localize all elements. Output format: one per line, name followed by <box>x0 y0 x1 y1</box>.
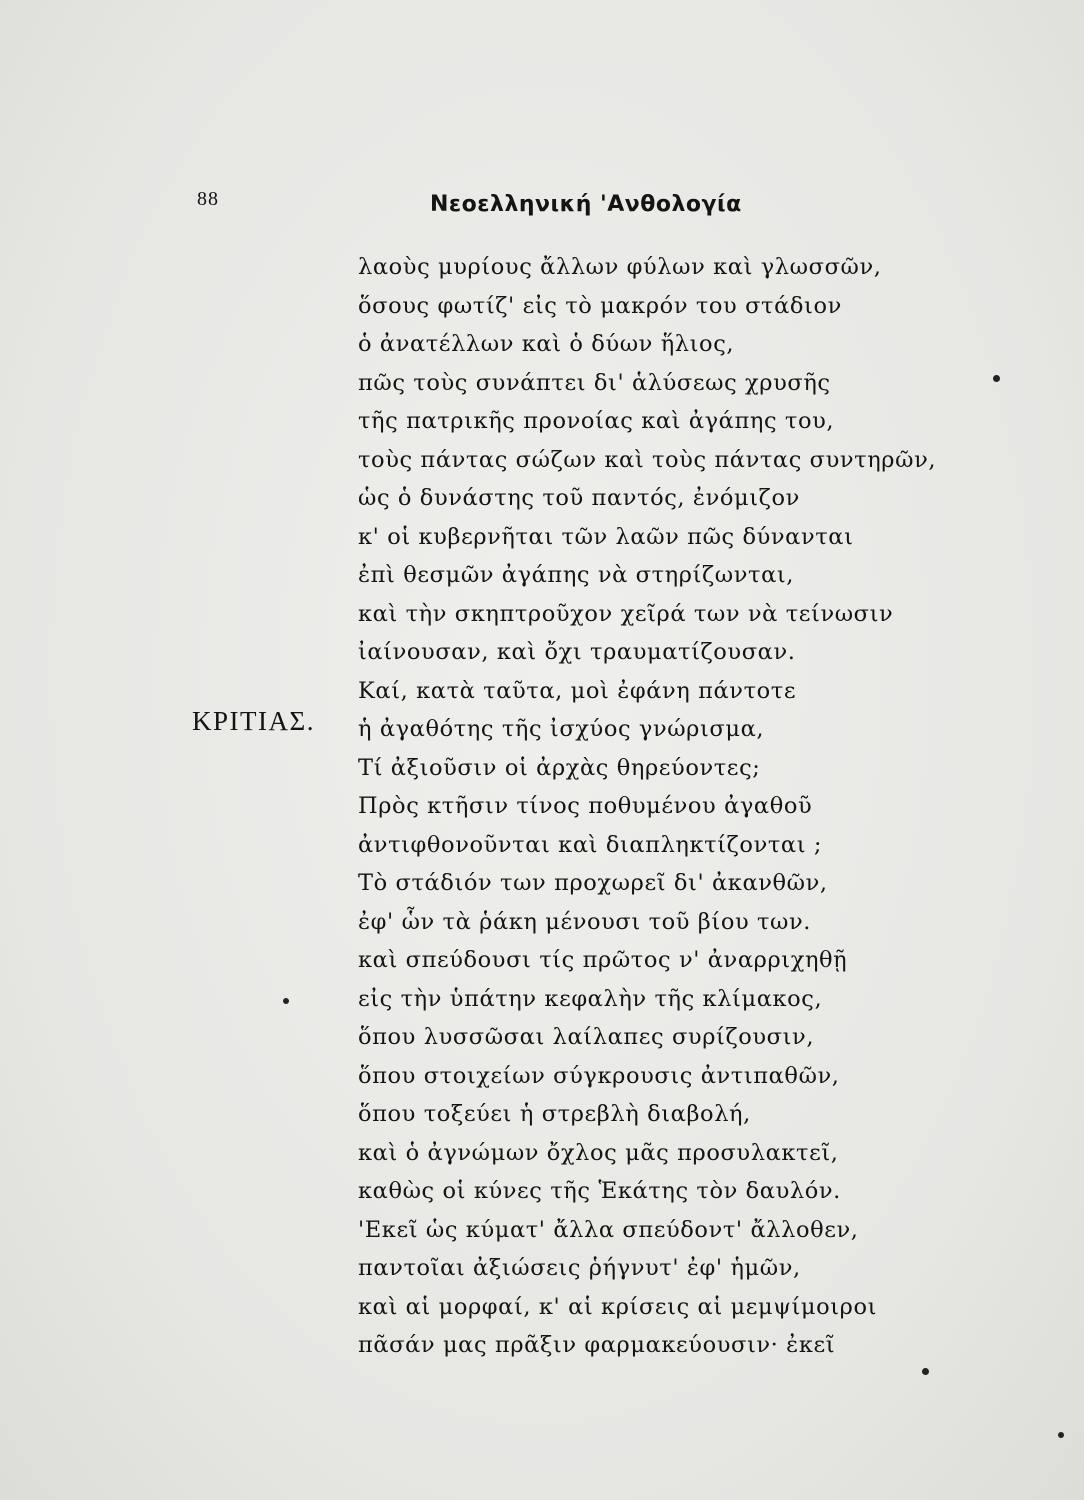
verse-line: λαοὺς μυρίους ἄλλων φύλων καὶ γλωσσῶν, <box>358 254 882 280</box>
verse-line: ὅσους φωτίζ' εἰς τὸ μακρόν του στάδιον <box>358 292 842 319</box>
verse-line: παντοῖαι ἀξιώσεις ῥήγνυτ' ἐφ' ἡμῶν, <box>358 1255 801 1281</box>
verse-line: πῶς τοὺς συνάπτει δι' ἁλύσεως χρυσῆς <box>358 369 831 396</box>
verse-line: ὅπου λυσσῶσαι λαίλαπες συρίζουσιν, <box>358 1024 815 1050</box>
verse-line: ὅπου τοξεύει ἡ στρεβλὴ διαβολή, <box>358 1101 751 1127</box>
verse-line: ἀντιφθονοῦνται καὶ διαπληκτίζονται ; <box>358 831 823 858</box>
running-head-title: Νεοελληνική 'Ανθολογία <box>430 192 742 217</box>
page-number: 88 <box>197 188 219 210</box>
verse-line: καὶ ὁ ἀγνώμων ὄχλος μᾶς προσυλακτεῖ, <box>358 1139 839 1166</box>
verse-line: Τί ἀξιοῦσιν οἱ ἀρχὰς θηρεύοντες; <box>358 754 761 781</box>
verse-line: 'Εκεῖ ὡς κύματ' ἄλλα σπεύδοντ' ἄλλοθεν, <box>358 1216 859 1243</box>
verse-line: τοὺς πάντας σώζων καὶ τοὺς πάντας συντηρῶν, <box>358 446 937 473</box>
verse-line: εἰς τὴν ὑπάτην κεφαλὴν τῆς κλίμακος, <box>358 985 823 1012</box>
ink-speck <box>922 1368 929 1375</box>
verse-line: ἰαίνουσαν, καὶ ὄχι τραυματίζουσαν. <box>358 639 796 665</box>
ink-speck <box>993 375 1000 382</box>
verse-line: καὶ αἱ μορφαί, κ' αἱ κρίσεις αἱ μεμψίμοιροι <box>358 1293 878 1320</box>
ink-speck <box>1058 1432 1064 1438</box>
verse-line: τῆς πατρικῆς προνοίας καὶ ἀγάπης του, <box>358 408 835 434</box>
verse-line: ὁ ἀνατέλλων καὶ ὁ δύων ἥλιος, <box>358 331 735 357</box>
verse-block <box>358 248 978 1365</box>
verse-line: ὡς ὁ δυνάστης τοῦ παντός, ἐνόμιζον <box>358 485 800 511</box>
verse-line: καὶ σπεύδουσι τίς πρῶτος ν' ἀναρριχηθῇ <box>358 947 848 973</box>
verse-line: Πρὸς κτῆσιν τίνος ποθυμένου ἀγαθοῦ <box>358 793 813 819</box>
verse-line: κ' οἱ κυβερνῆται τῶν λαῶν πῶς δύνανται <box>358 523 854 550</box>
verse-line: Τὸ στάδιόν των προχωρεῖ δι' ἀκανθῶν, <box>358 870 828 896</box>
verse-line: καθὼς οἱ κύνες τῆς Ἑκάτης τὸν δαυλόν. <box>358 1178 841 1204</box>
verse-line: καὶ τὴν σκηπτροῦχον χεῖρά των νὰ τείνωσιν <box>358 600 894 627</box>
verse-line: ὅπου στοιχείων σύγκρουσις ἀντιπαθῶν, <box>358 1062 840 1089</box>
verse-line: ἐπὶ θεσμῶν ἀγάπης νὰ στηρίζωνται, <box>358 562 795 588</box>
speaker-label: ΚΡΙΤΙΑΣ. <box>192 706 315 736</box>
verse-line: ἐφ' ὧν τὰ ῥάκη μένουσι τοῦ βίου των. <box>358 908 812 935</box>
verse-line: πᾶσάν μας πρᾶξιν φαρμακεύουσιν· ἐκεῖ <box>358 1332 836 1358</box>
verse-line: ἡ ἀγαθότης τῆς ἰσχύος γνώρισμα, <box>358 716 765 742</box>
ink-speck <box>283 998 289 1004</box>
verse-line: Καί, κατὰ ταῦτα, μοὶ ἐφάνη πάντοτε <box>358 677 797 704</box>
